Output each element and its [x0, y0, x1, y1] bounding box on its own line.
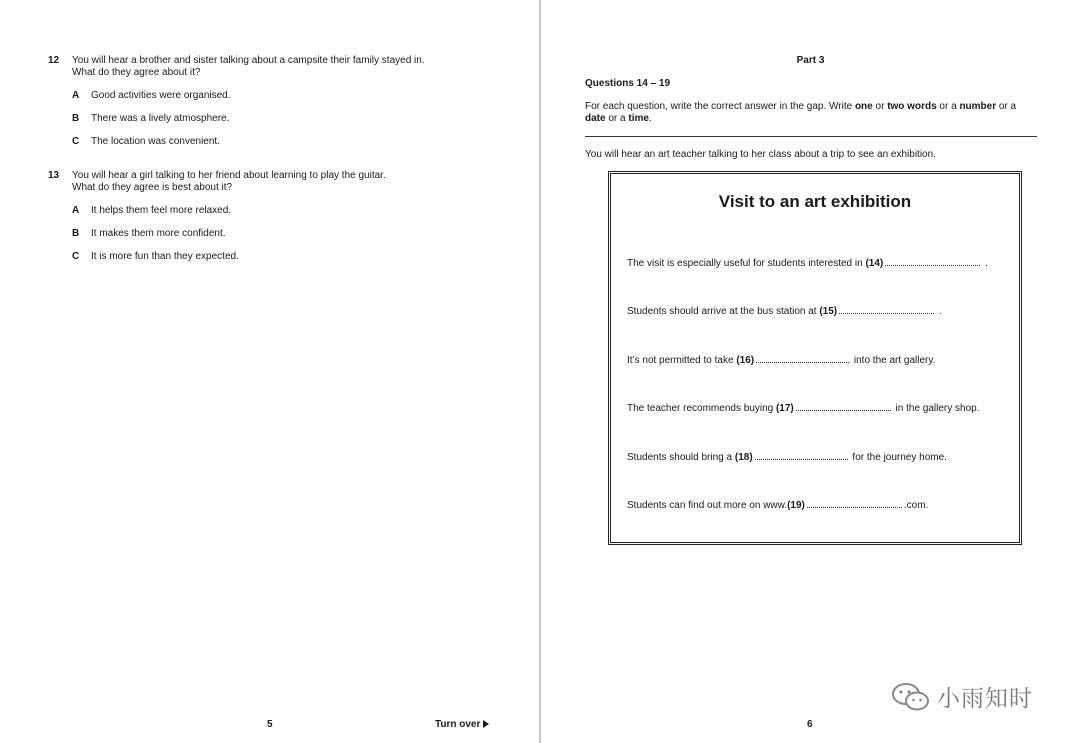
note-text: .com. [903, 500, 929, 511]
question-text-line: You will hear a girl talking to her friend about learning to play the guitar. [72, 170, 386, 181]
gap-number: (19) [787, 500, 805, 511]
option-letter: A [72, 205, 80, 216]
option-letter: C [72, 251, 80, 262]
note-line-16 [627, 354, 935, 367]
note-line-17 [627, 402, 979, 415]
note-text: . [936, 306, 942, 317]
turn-over-link[interactable] [435, 719, 489, 730]
gap-number: (18) [734, 452, 753, 463]
question-text-line: What do they agree is best about it? [72, 182, 233, 193]
part-title: Part 3 [796, 55, 825, 66]
intro-text: You will hear an art teacher talking to her class about a trip to see an exhibition. [585, 149, 936, 160]
question-number: 12 [48, 55, 60, 66]
gap-number: (15) [819, 306, 838, 317]
option-text: It helps them feel more relaxed. [91, 205, 232, 216]
instructions-bold: one [854, 101, 873, 112]
instructions [585, 101, 1035, 125]
instructions-text: For each question, write the correct answer in the gap. Write [585, 101, 855, 112]
instructions-text: or a [605, 113, 629, 124]
left-page [0, 0, 539, 743]
note-line-19 [627, 499, 928, 512]
option-a[interactable] [72, 90, 231, 102]
option-letter: B [72, 228, 80, 239]
option-b[interactable] [72, 228, 226, 240]
note-line-15 [627, 305, 942, 318]
note-text: It’s not permitted to take [627, 355, 737, 366]
turn-over-label: Turn over [435, 719, 481, 730]
answer-gap-18[interactable] [755, 451, 848, 460]
gap-number: (17) [775, 403, 794, 414]
page-number: 5 [267, 719, 273, 730]
option-text: The location was convenient. [91, 136, 220, 147]
option-c[interactable] [72, 136, 220, 148]
question-number: 13 [48, 170, 60, 181]
instructions-bold: time [628, 113, 649, 124]
option-a[interactable] [72, 205, 231, 217]
gap-number: (16) [736, 355, 755, 366]
watermark-text: 小雨知时 [937, 686, 1033, 712]
page-number: 6 [807, 719, 813, 730]
instructions-bold: date [585, 113, 606, 124]
note-line-18 [627, 451, 947, 464]
notes-box [608, 171, 1022, 545]
option-letter: B [72, 113, 80, 124]
option-b[interactable] [72, 113, 229, 125]
option-c[interactable] [72, 251, 239, 263]
note-text: into the art gallery. [851, 355, 936, 366]
right-page [541, 0, 1080, 743]
divider-line [585, 136, 1037, 137]
instructions-text: or a [996, 101, 1017, 112]
questions-range: Questions 14 – 19 [585, 78, 671, 89]
answer-gap-17[interactable] [796, 402, 891, 411]
instructions-bold: number [959, 101, 997, 112]
watermark [891, 680, 1033, 713]
note-text: Students can find out more on www. [627, 500, 788, 511]
instructions-text: . [648, 113, 652, 124]
note-text: . [982, 258, 988, 269]
instructions-bold: two words [887, 101, 937, 112]
instructions-text: or [872, 101, 888, 112]
question-text-line: What do they agree about it? [72, 67, 201, 78]
note-text: in the gallery shop. [892, 403, 980, 414]
note-text: The visit is especially useful for students interested in [627, 258, 866, 269]
answer-gap-19[interactable] [807, 499, 902, 508]
option-letter: A [72, 90, 80, 101]
option-text: Good activities were organised. [91, 90, 231, 101]
option-letter: C [72, 136, 80, 147]
answer-gap-14[interactable] [885, 257, 980, 266]
option-text: It is more fun than they expected. [91, 251, 239, 262]
question-text [72, 55, 452, 79]
arrow-right-icon [483, 720, 489, 728]
instructions-text: or a [936, 101, 960, 112]
note-text: Students should arrive at the bus station at [627, 306, 820, 317]
question-text [72, 170, 452, 194]
note-line-14 [627, 257, 988, 270]
note-text: for the journey home. [849, 452, 947, 463]
question-text-line: You will hear a brother and sister talking about a campsite their family stayed in. [72, 55, 425, 66]
answer-gap-16[interactable] [756, 354, 849, 363]
gap-number: (14) [865, 258, 884, 269]
note-text: The teacher recommends buying [627, 403, 776, 414]
answer-gap-15[interactable] [839, 305, 934, 314]
wechat-icon [891, 682, 931, 712]
option-text: It makes them more confident. [91, 228, 226, 239]
option-text: There was a lively atmosphere. [91, 113, 230, 124]
box-title: Visit to an art exhibition [718, 192, 912, 211]
note-text: Students should bring a [627, 452, 735, 463]
